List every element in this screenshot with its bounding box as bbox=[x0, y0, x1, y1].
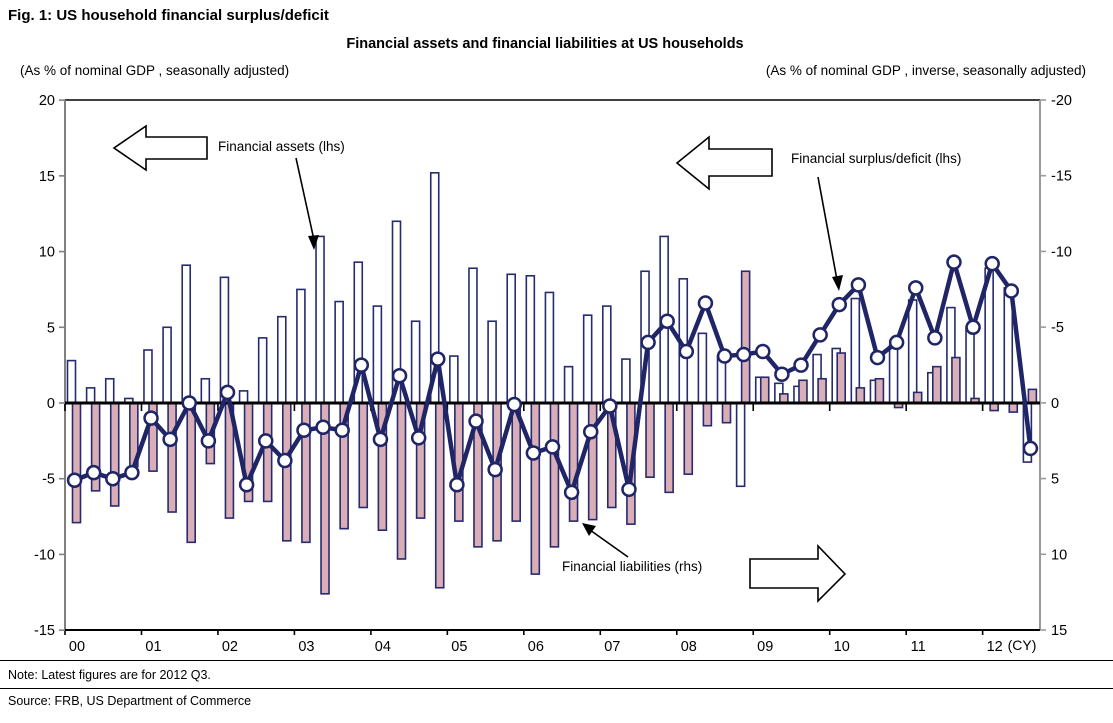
x-axis-year-label: 02 bbox=[221, 639, 239, 655]
liabilities-bar bbox=[761, 377, 769, 403]
liabilities-bar bbox=[398, 403, 406, 559]
liabilities-bar bbox=[436, 403, 444, 588]
surplus-deficit-marker bbox=[756, 345, 769, 358]
surplus-deficit-marker bbox=[833, 298, 846, 311]
left-axis-tick-label: 15 bbox=[38, 168, 55, 185]
assets-bar bbox=[106, 379, 114, 403]
surplus-deficit-marker bbox=[106, 472, 119, 485]
liabilities-bar bbox=[187, 403, 195, 542]
liabilities-bar bbox=[283, 403, 291, 541]
liabilities-bar bbox=[168, 403, 176, 512]
surplus-deficit-marker bbox=[317, 421, 330, 434]
assets-bar bbox=[240, 391, 248, 403]
surplus-deficit-marker bbox=[297, 424, 310, 437]
left-axis-tick-label: 10 bbox=[38, 244, 55, 261]
surplus-deficit-marker bbox=[278, 454, 291, 467]
surplus-deficit-marker bbox=[622, 483, 635, 496]
assets-bar bbox=[163, 327, 171, 403]
surplus-deficit-marker bbox=[527, 446, 540, 459]
surplus-left-block-arrow-icon bbox=[677, 137, 772, 189]
left-axis-subtitle: (As % of nominal GDP , seasonally adjusted) bbox=[20, 63, 290, 78]
liabilities-bar bbox=[111, 403, 119, 506]
x-axis-year-label: 04 bbox=[374, 639, 391, 655]
surplus-deficit-marker bbox=[546, 440, 559, 453]
liabilities-bar bbox=[73, 403, 81, 523]
left-axis-tick-label: -10 bbox=[34, 547, 55, 564]
assets-bar bbox=[698, 333, 706, 403]
assets-bar bbox=[526, 276, 534, 403]
assets-bar bbox=[412, 321, 420, 403]
liabilities-bar bbox=[359, 403, 367, 507]
liabilities-bar bbox=[646, 403, 654, 477]
bars-layer bbox=[68, 173, 1037, 594]
surplus-series-label: Financial surplus/deficit (lhs) bbox=[791, 151, 962, 166]
right-axis-subtitle: (As % of nominal GDP , inverse, seasonally adjusted) bbox=[765, 63, 1086, 78]
assets-bar bbox=[565, 367, 573, 403]
liabilities-bar bbox=[799, 380, 807, 403]
surplus-deficit-marker bbox=[737, 348, 750, 361]
surplus-deficit-marker bbox=[775, 368, 788, 381]
right-axis-tick-label: 10 bbox=[1051, 547, 1068, 564]
assets-bar bbox=[297, 289, 305, 403]
liabilities-bar bbox=[550, 403, 558, 547]
surplus-deficit-marker bbox=[355, 359, 368, 372]
note-text: Note: Latest figures are for 2012 Q3. bbox=[8, 668, 211, 682]
liabilities-bar bbox=[952, 358, 960, 403]
assets-bar bbox=[507, 274, 515, 403]
figure-label: Fig. 1: US household financial surplus/deficit bbox=[8, 7, 329, 24]
surplus-deficit-marker bbox=[240, 478, 253, 491]
left-axis-tick-label: 20 bbox=[38, 93, 55, 110]
assets-bar bbox=[966, 327, 974, 403]
surplus-deficit-marker bbox=[68, 474, 81, 487]
liabilities-bar bbox=[1028, 389, 1036, 403]
left-axis-tick-label: -5 bbox=[42, 471, 55, 488]
surplus-deficit-marker bbox=[967, 321, 980, 334]
liabilities-bar bbox=[684, 403, 692, 474]
liabilities-right-block-arrow-icon bbox=[750, 546, 845, 601]
surplus-deficit-marker bbox=[565, 486, 578, 499]
surplus-deficit-marker bbox=[584, 425, 597, 438]
liabilities-annotation-arrowhead-icon bbox=[582, 523, 596, 536]
assets-bar bbox=[259, 338, 267, 403]
surplus-deficit-marker bbox=[374, 433, 387, 446]
liabilities-bar bbox=[531, 403, 539, 574]
x-axis-year-label: 08 bbox=[680, 639, 697, 655]
surplus-annotation-arrowhead-icon bbox=[832, 275, 843, 291]
x-axis-year-label: 05 bbox=[451, 639, 468, 655]
left-axis-tick-label: 0 bbox=[46, 396, 55, 412]
surplus-deficit-marker bbox=[470, 415, 483, 428]
surplus-deficit-marker bbox=[871, 351, 884, 364]
surplus-deficit-marker bbox=[125, 466, 138, 479]
assets-bar bbox=[622, 359, 630, 403]
surplus-deficit-marker bbox=[680, 345, 693, 358]
surplus-deficit-marker bbox=[986, 257, 999, 270]
liabilities-bar bbox=[703, 403, 711, 426]
assets-bar bbox=[890, 345, 898, 403]
right-axis-tick-label: -5 bbox=[1051, 320, 1064, 337]
x-axis-cy-label: (CY) bbox=[1007, 637, 1037, 653]
assets-bar bbox=[278, 317, 286, 403]
liabilities-series-label: Financial liabilities (rhs) bbox=[562, 559, 703, 574]
x-axis-year-label: 01 bbox=[145, 639, 162, 655]
liabilities-bar bbox=[837, 353, 845, 403]
surplus-deficit-marker bbox=[164, 433, 177, 446]
surplus-deficit-marker bbox=[1005, 284, 1018, 297]
surplus-deficit-marker bbox=[336, 424, 349, 437]
assets-bar bbox=[737, 403, 745, 486]
assets-bar bbox=[182, 265, 190, 403]
right-axis-tick-label: 5 bbox=[1051, 471, 1060, 488]
surplus-deficit-marker bbox=[947, 256, 960, 269]
surplus-deficit-marker bbox=[450, 478, 463, 491]
surplus-deficit-marker bbox=[661, 315, 674, 328]
assets-bar bbox=[450, 356, 458, 403]
surplus-deficit-marker bbox=[489, 463, 502, 476]
assets-bar bbox=[488, 321, 496, 403]
surplus-deficit-marker bbox=[890, 336, 903, 349]
surplus-deficit-marker bbox=[145, 412, 158, 425]
surplus-deficit-marker bbox=[1024, 442, 1037, 455]
assets-bar bbox=[603, 306, 611, 403]
assets-bar bbox=[220, 277, 228, 403]
assets-bar bbox=[909, 300, 917, 403]
surplus-deficit-marker bbox=[87, 466, 100, 479]
x-axis-year-label: 06 bbox=[527, 639, 544, 655]
assets-series-label: Financial assets (lhs) bbox=[218, 139, 345, 154]
right-axis-tick-label: -20 bbox=[1051, 93, 1072, 109]
assets-bar bbox=[469, 268, 477, 403]
liabilities-bar bbox=[933, 367, 941, 403]
surplus-deficit-marker bbox=[259, 434, 272, 447]
assets-bar bbox=[87, 388, 95, 403]
assets-bar bbox=[545, 292, 553, 403]
assets-bar bbox=[373, 306, 381, 403]
assets-bar bbox=[68, 361, 76, 403]
surplus-deficit-marker bbox=[852, 278, 865, 291]
surplus-deficit-marker bbox=[183, 397, 196, 410]
left-axis-tick-label: -15 bbox=[34, 623, 55, 640]
chart-title: Financial assets and financial liabilities at US households bbox=[346, 36, 744, 52]
surplus-deficit-marker bbox=[603, 400, 616, 413]
surplus-deficit-marker bbox=[814, 328, 827, 341]
surplus-deficit-marker bbox=[718, 350, 731, 363]
surplus-deficit-marker bbox=[412, 431, 425, 444]
surplus-deficit-marker bbox=[699, 297, 712, 310]
x-axis-year-label: 00 bbox=[68, 639, 86, 655]
assets-annotation-arrow bbox=[296, 158, 314, 240]
x-axis-year-label: 07 bbox=[604, 639, 621, 655]
liabilities-bar bbox=[856, 388, 864, 403]
note-divider-rule bbox=[0, 660, 1113, 661]
x-axis-year-label: 10 bbox=[833, 639, 850, 655]
liabilities-bar bbox=[742, 271, 750, 403]
surplus-deficit-marker bbox=[431, 353, 444, 366]
assets-bar bbox=[584, 315, 592, 403]
left-axis-tick-label: 5 bbox=[46, 320, 55, 337]
x-axis-year-label: 12 bbox=[986, 639, 1003, 655]
surplus-deficit-marker bbox=[928, 331, 941, 344]
liabilities-bar bbox=[914, 392, 922, 403]
source-divider-rule bbox=[0, 688, 1113, 689]
surplus-deficit-marker bbox=[909, 281, 922, 294]
surplus-annotation-arrow bbox=[818, 177, 837, 280]
right-axis-tick-label: -15 bbox=[1051, 168, 1072, 185]
liabilities-bar bbox=[818, 379, 826, 403]
surplus-deficit-marker bbox=[202, 434, 215, 447]
x-axis-year-label: 03 bbox=[298, 639, 315, 655]
liabilities-bar bbox=[665, 403, 673, 492]
surplus-deficit-marker bbox=[508, 398, 521, 411]
source-text: Source: FRB, US Department of Commerce bbox=[8, 694, 252, 708]
x-axis-year-label: 11 bbox=[910, 639, 926, 655]
x-axis-year-label: 09 bbox=[757, 639, 774, 655]
assets-left-block-arrow-icon bbox=[114, 126, 207, 170]
liabilities-bar bbox=[264, 403, 272, 501]
surplus-deficit-marker bbox=[221, 386, 234, 399]
liabilities-annotation-arrow bbox=[590, 530, 628, 557]
assets-bar bbox=[144, 350, 152, 403]
liabilities-bar bbox=[589, 403, 597, 520]
surplus-deficit-marker bbox=[642, 336, 655, 349]
assets-bar bbox=[201, 379, 209, 403]
assets-bar bbox=[316, 236, 324, 403]
right-axis-tick-label: 0 bbox=[1051, 395, 1060, 412]
assets-bar bbox=[335, 302, 343, 403]
surplus-deficit-marker bbox=[795, 359, 808, 372]
liabilities-bar bbox=[723, 403, 731, 423]
right-axis-tick-label: -10 bbox=[1051, 244, 1072, 261]
right-axis-tick-label: 15 bbox=[1051, 623, 1068, 639]
surplus-deficit-marker bbox=[393, 369, 406, 382]
liabilities-bar bbox=[875, 379, 883, 403]
liabilities-bar bbox=[570, 403, 578, 521]
